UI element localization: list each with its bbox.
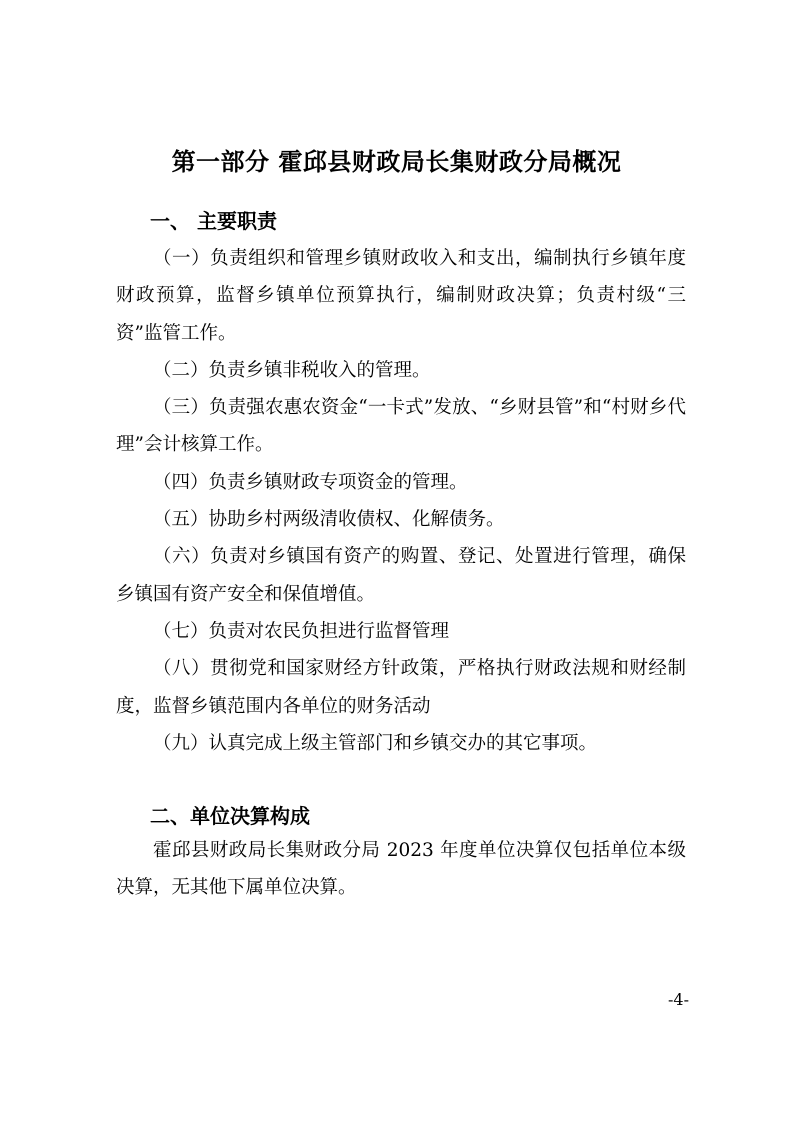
- duty-item: （七）负责对农民负担进行监督管理: [153, 620, 450, 642]
- section-heading-composition: 二、单位决算构成: [150, 804, 310, 828]
- page-title: 第一部分 霍邱县财政局长集财政分局概况: [171, 148, 622, 176]
- duty-item: （六）负责对乡镇国有资产的购置、登记、处置进行管理，确保乡镇国有资产安全和保值增值。: [116, 546, 686, 605]
- duties-list: [116, 240, 686, 762]
- section-heading-duties: 一、 主要职责: [150, 209, 277, 233]
- duty-item: （九）认真完成上级主管部门和乡镇交办的其它事项。: [153, 732, 598, 754]
- composition-block: [116, 832, 686, 907]
- composition-paragraph: 霍邱县财政局长集财政分局 2023 年度单位决算仅包括单位本级决算，无其他下属单位决算。: [116, 840, 686, 899]
- duty-item: （二）负责乡镇非税收入的管理。: [153, 359, 431, 381]
- duty-item: （一）负责组织和管理乡镇财政收入和支出，编制执行乡镇年度财政预算，监督乡镇单位预算执行，编制财政决算；负责村级“三资”监管工作。: [116, 248, 686, 344]
- duty-item: （八）贯彻党和国家财经方针政策，严格执行财政法规和财经制度，监督乡镇范围内各单位的财务活动: [116, 658, 686, 717]
- page-number: -4-: [668, 990, 689, 1009]
- duty-item: （三）负责强农惠农资金“一卡式”发放、“乡财县管”和“村财乡代理”会计核算工作。: [116, 397, 686, 456]
- duty-item: （五）协助乡村两级清收债权、化解债务。: [153, 509, 505, 531]
- duty-item: （四）负责乡镇财政专项资金的管理。: [153, 471, 468, 493]
